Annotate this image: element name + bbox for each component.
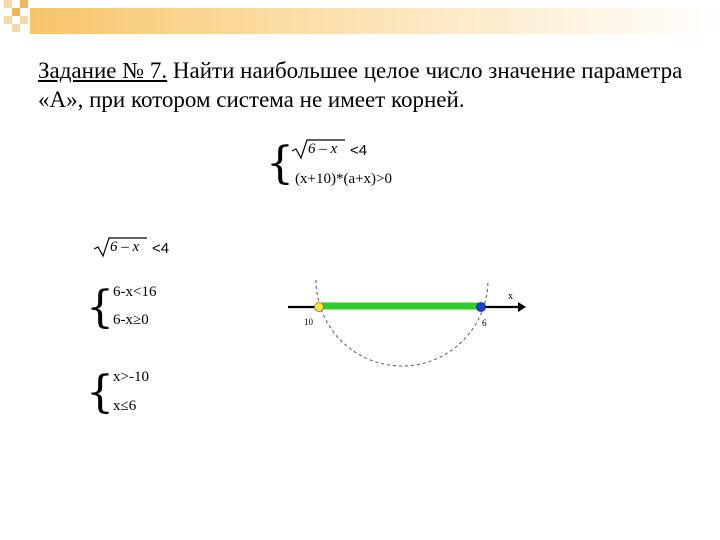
left-tick-label: 10 xyxy=(304,317,313,327)
system1-brace: { xyxy=(266,138,294,189)
left-endpoint xyxy=(315,303,324,312)
system2-brace: { xyxy=(86,282,114,333)
number-line-diagram xyxy=(286,268,526,390)
step1-radicand: 6 – x xyxy=(110,239,140,255)
system2-line1: 6-x<16 xyxy=(113,284,157,300)
system3-brace: { xyxy=(86,367,114,418)
right-tick-label: 6 xyxy=(482,318,487,328)
deco-square xyxy=(4,16,12,24)
task-text: Найти наибольшее целое число значение параметра «А», при котором система не имеет корней. xyxy=(38,58,683,112)
axis-arrow xyxy=(518,302,526,312)
system3-line1: x>-10 xyxy=(113,369,149,385)
system1-ineq1-rhs: <4 xyxy=(350,142,368,159)
task-number: Задание № 7. xyxy=(38,58,168,83)
system3-line2: x≤6 xyxy=(113,398,137,414)
deco-square xyxy=(20,16,28,24)
deco-square xyxy=(4,0,12,8)
deco-square xyxy=(12,24,20,32)
task-title xyxy=(38,56,698,114)
header-decoration xyxy=(0,0,720,42)
right-endpoint xyxy=(477,303,486,312)
step1-rhs: <4 xyxy=(152,240,170,257)
header-stripe xyxy=(30,8,720,34)
arc-curve xyxy=(316,280,488,366)
system1-ineq2: (x+10)*(a+x)>0 xyxy=(295,171,393,187)
system1-radicand: 6 – x xyxy=(308,141,338,157)
deco-square xyxy=(12,8,20,16)
axis-label: x xyxy=(508,291,513,302)
system2-line2: 6-x≥0 xyxy=(113,312,149,328)
deco-square xyxy=(20,0,28,8)
